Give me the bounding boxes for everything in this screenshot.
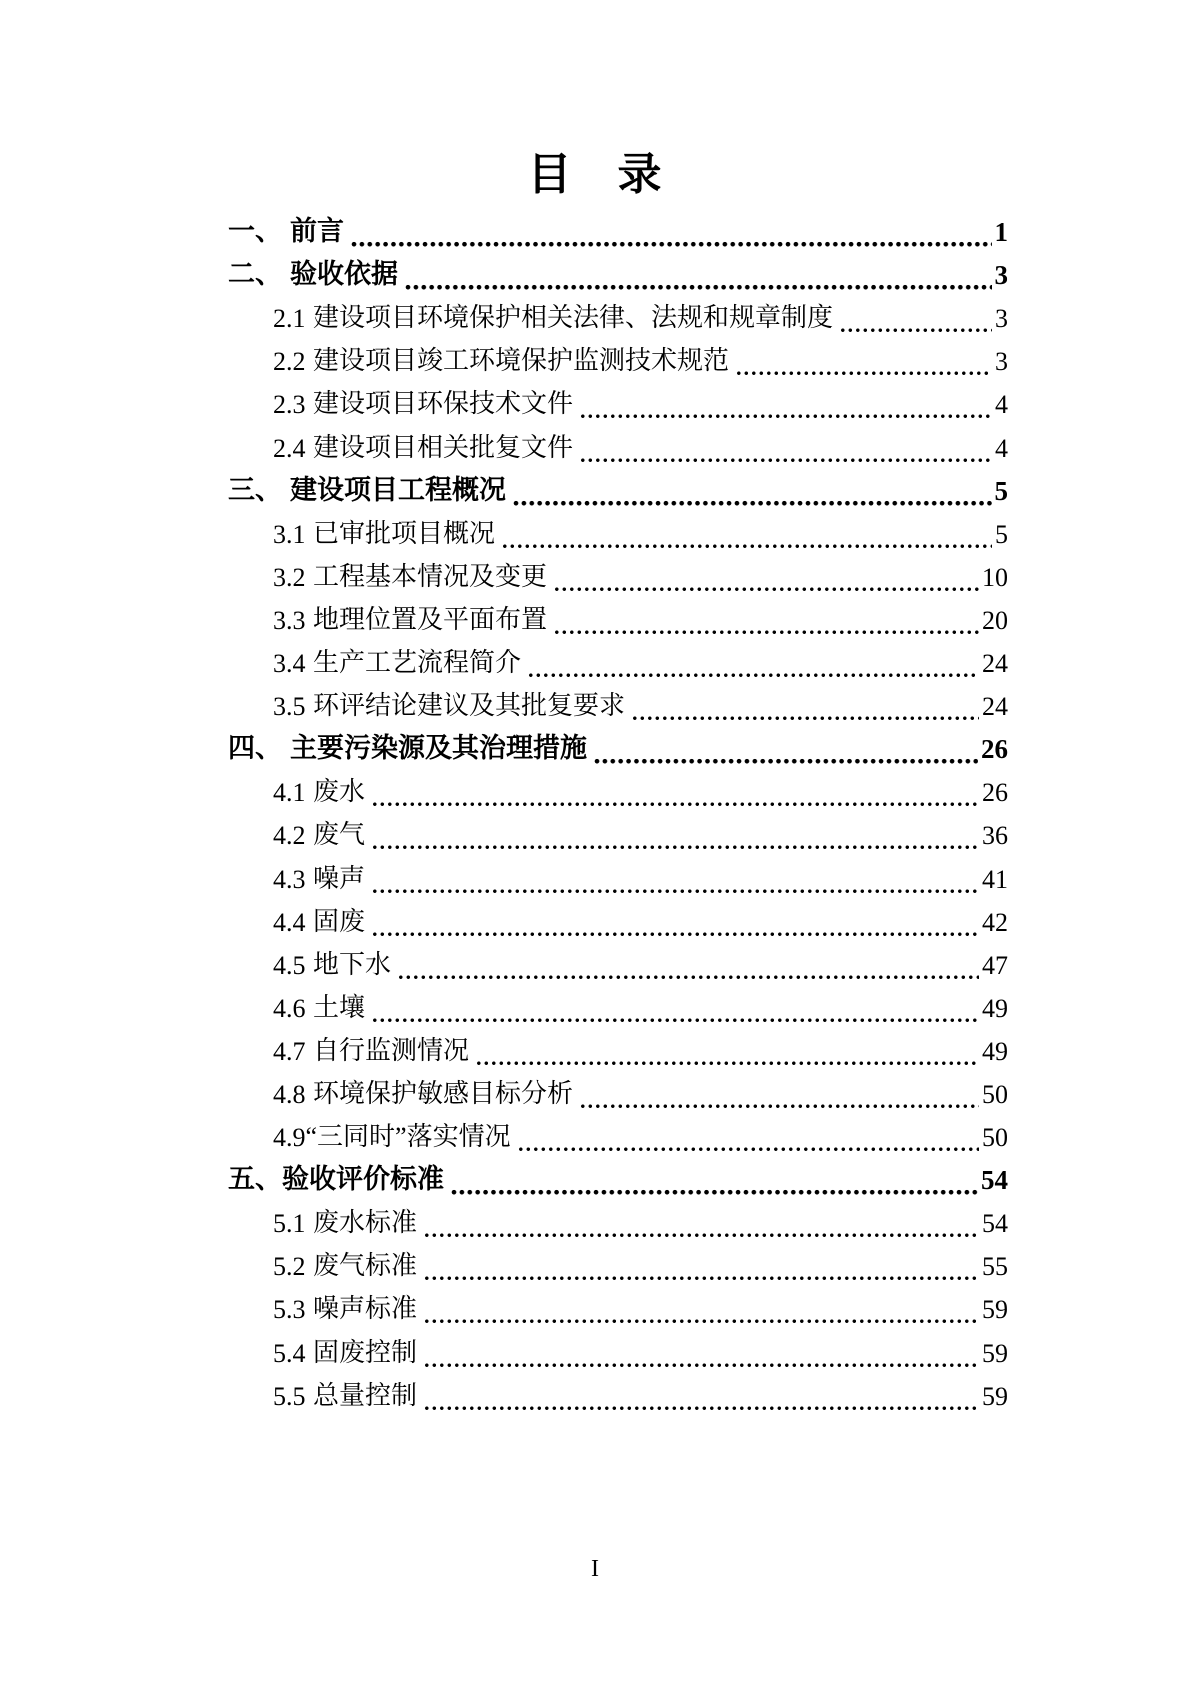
- toc-entry-page: 26: [981, 734, 1008, 765]
- toc-entry-title: 验收评价标准: [282, 1164, 444, 1195]
- toc-entry-page: 49: [982, 993, 1008, 1023]
- toc-entry-number: 3.5: [273, 692, 306, 722]
- toc-entry-page: 50: [982, 1079, 1008, 1109]
- toc-entry-title: 工程基本情况及变更: [313, 561, 548, 591]
- toc-entry-number: 4.7: [273, 1036, 306, 1066]
- dot-leader-icon: [424, 1359, 979, 1369]
- dot-leader-icon: [580, 1100, 979, 1110]
- toc-entry-page: 1: [994, 217, 1008, 248]
- dot-leader-icon: [372, 1014, 979, 1024]
- toc-entry-page: 26: [982, 778, 1008, 808]
- toc-entry-number: 5.5: [273, 1381, 306, 1411]
- toc-entry-number: 4.2: [273, 821, 306, 851]
- toc-entry-title: 前言: [290, 216, 344, 247]
- toc-entry[interactable]: [228, 514, 1008, 557]
- toc-entry-number: 5.2: [273, 1252, 306, 1282]
- toc-entry[interactable]: [228, 1160, 1008, 1203]
- toc-entry-page: 36: [982, 821, 1008, 851]
- toc-entry-page: 50: [982, 1123, 1008, 1153]
- page-number-footer: I: [591, 1556, 599, 1582]
- toc-entry-number: 3.3: [273, 605, 306, 635]
- toc-entry-number: 2.4: [273, 433, 306, 463]
- dot-leader-icon: [518, 1143, 979, 1153]
- toc-entry-number: 5.4: [273, 1338, 306, 1368]
- toc-entry-page: 20: [982, 605, 1008, 635]
- toc-entry-page: 24: [982, 692, 1008, 722]
- dot-leader-icon: [513, 497, 992, 507]
- toc-entry[interactable]: [228, 1074, 1008, 1117]
- toc-entry-number: 3.1: [273, 519, 306, 549]
- toc-entry-number: 4.4: [273, 907, 306, 937]
- toc-entry[interactable]: [228, 1246, 1008, 1289]
- toc-entry-page: 4: [995, 433, 1008, 463]
- dot-leader-icon: [372, 841, 979, 851]
- dot-leader-icon: [424, 1402, 979, 1412]
- toc-entry[interactable]: [228, 858, 1008, 901]
- toc-entry-title: 已审批项目概况: [313, 518, 496, 548]
- dot-leader-icon: [594, 755, 978, 765]
- toc-entry-title: 固废控制: [313, 1337, 418, 1367]
- toc-entry-page: 3: [995, 304, 1008, 334]
- dot-leader-icon: [528, 669, 979, 679]
- toc-entry-number: 2.3: [273, 390, 306, 420]
- toc-entry-number: 2.1: [273, 304, 306, 334]
- toc-entry-title: 废气: [313, 820, 366, 850]
- toc-entry[interactable]: [228, 1031, 1008, 1074]
- toc-entry-number: 4.6: [273, 993, 306, 1023]
- toc-entry-title: 噪声标准: [313, 1294, 418, 1324]
- dot-leader-icon: [554, 583, 979, 593]
- dot-leader-icon: [372, 928, 979, 938]
- toc-entry[interactable]: [228, 341, 1008, 384]
- toc-entry-title: 噪声: [313, 863, 366, 893]
- dot-leader-icon: [405, 281, 992, 291]
- toc-entry[interactable]: [228, 772, 1008, 815]
- toc-entry-title: 废气标准: [313, 1251, 418, 1281]
- dot-leader-icon: [554, 626, 979, 636]
- dot-leader-icon: [424, 1315, 979, 1325]
- toc-entry[interactable]: [228, 686, 1008, 729]
- toc-entry-page: 59: [982, 1295, 1008, 1325]
- toc-entry[interactable]: [228, 255, 1008, 298]
- toc-entry-number: 4.1: [273, 778, 306, 808]
- toc-entry[interactable]: [228, 557, 1008, 600]
- page-title: 目 录: [527, 150, 663, 199]
- dot-leader-icon: [372, 798, 979, 808]
- toc-entry-title: 地理位置及平面布置: [313, 604, 548, 634]
- toc-entry-number: 2.2: [273, 347, 306, 377]
- toc-entry-page: 47: [982, 950, 1008, 980]
- toc-entry-title: 固废: [313, 906, 366, 936]
- toc-entry-page: 24: [982, 649, 1008, 679]
- toc-entry[interactable]: [228, 384, 1008, 427]
- toc-entry-title: 地下水: [313, 949, 392, 979]
- toc-entry[interactable]: [228, 1376, 1008, 1419]
- toc-entry-page: 10: [982, 562, 1008, 592]
- dot-leader-icon: [632, 712, 979, 722]
- toc-entry-number: 4.8: [273, 1079, 306, 1109]
- toc-entry[interactable]: [228, 1203, 1008, 1246]
- dot-leader-icon: [476, 1057, 979, 1067]
- dot-leader-icon: [580, 410, 992, 420]
- toc-entry-title: 环境保护敏感目标分析: [313, 1078, 574, 1108]
- toc-entry-title: 主要污染源及其治理措施: [290, 733, 587, 764]
- toc-entry-number: 4.9: [273, 1123, 306, 1153]
- toc-entry-page: 59: [982, 1381, 1008, 1411]
- toc-entry[interactable]: [228, 902, 1008, 945]
- toc-entry-title: 验收依据: [290, 259, 398, 290]
- dot-leader-icon: [451, 1186, 978, 1196]
- toc-entry-title: 建设项目竣工环境保护监测技术规范: [313, 346, 730, 376]
- toc-entry-page: 49: [982, 1036, 1008, 1066]
- toc-entry-page: 3: [994, 260, 1008, 291]
- toc-entry-number: 五、: [228, 1164, 282, 1195]
- toc-entry-title: 建设项目环保技术文件: [313, 389, 574, 419]
- toc-entry-page: 59: [982, 1338, 1008, 1368]
- toc-entry-page: 5: [994, 475, 1008, 506]
- toc-entry[interactable]: [228, 1332, 1008, 1375]
- toc-entry-number: 5.3: [273, 1295, 306, 1325]
- toc-entry-title: 土壤: [313, 992, 366, 1022]
- toc-entry-page: 3: [995, 347, 1008, 377]
- toc-entry-number: 5.1: [273, 1209, 306, 1239]
- toc-entry-title: “三同时”落实情况: [305, 1122, 511, 1152]
- dot-leader-icon: [424, 1272, 979, 1282]
- toc-entry-title: 建设项目工程概况: [290, 474, 506, 505]
- toc-entry-page: 4: [995, 390, 1008, 420]
- toc-entry[interactable]: [228, 945, 1008, 988]
- dot-leader-icon: [351, 238, 992, 248]
- toc-entry-number: 3.4: [273, 649, 306, 679]
- toc-entry[interactable]: [228, 729, 1008, 772]
- toc-entry-title: 生产工艺流程简介: [313, 648, 522, 678]
- toc-entry-number: 四、: [228, 733, 282, 764]
- toc-entry-number: 4.5: [273, 950, 306, 980]
- toc-entry-title: 建设项目相关批复文件: [313, 432, 574, 462]
- toc-entry-title: 总量控制: [313, 1380, 418, 1410]
- toc-entry[interactable]: [228, 471, 1008, 514]
- toc-list: [228, 212, 1008, 1419]
- toc-entry-title: 废水: [313, 777, 366, 807]
- toc-entry-number: 一、: [228, 216, 282, 247]
- dot-leader-icon: [372, 885, 979, 895]
- toc-entry[interactable]: [228, 1117, 1008, 1160]
- toc-entry[interactable]: [228, 988, 1008, 1031]
- toc-entry[interactable]: [228, 643, 1008, 686]
- toc-entry-title: 自行监测情况: [313, 1035, 470, 1065]
- toc-entry[interactable]: [228, 1289, 1008, 1332]
- toc-entry-page: 55: [982, 1252, 1008, 1282]
- dot-leader-icon: [736, 367, 992, 377]
- toc-entry-page: 42: [982, 907, 1008, 937]
- toc-entry-title: 环评结论建议及其批复要求: [313, 691, 626, 721]
- dot-leader-icon: [424, 1229, 979, 1239]
- dot-leader-icon: [398, 971, 979, 981]
- toc-entry-number: 二、: [228, 259, 282, 290]
- dot-leader-icon: [580, 454, 992, 464]
- toc-entry-page: 54: [981, 1165, 1008, 1196]
- toc-entry-page: 41: [982, 864, 1008, 894]
- toc-entry[interactable]: [228, 427, 1008, 470]
- toc-entry-title: 建设项目环境保护相关法律、法规和规章制度: [313, 303, 834, 333]
- dot-leader-icon: [502, 540, 992, 550]
- toc-entry[interactable]: [228, 600, 1008, 643]
- toc-entry[interactable]: [228, 212, 1008, 255]
- toc-entry-number: 3.2: [273, 562, 306, 592]
- toc-entry-page: 5: [995, 519, 1008, 549]
- toc-entry[interactable]: [228, 298, 1008, 341]
- toc-entry[interactable]: [228, 815, 1008, 858]
- toc-entry-number: 三、: [228, 474, 282, 505]
- toc-entry-page: 54: [982, 1209, 1008, 1239]
- dot-leader-icon: [840, 324, 992, 334]
- toc-entry-number: 4.3: [273, 864, 306, 894]
- toc-entry-title: 废水标准: [313, 1208, 418, 1238]
